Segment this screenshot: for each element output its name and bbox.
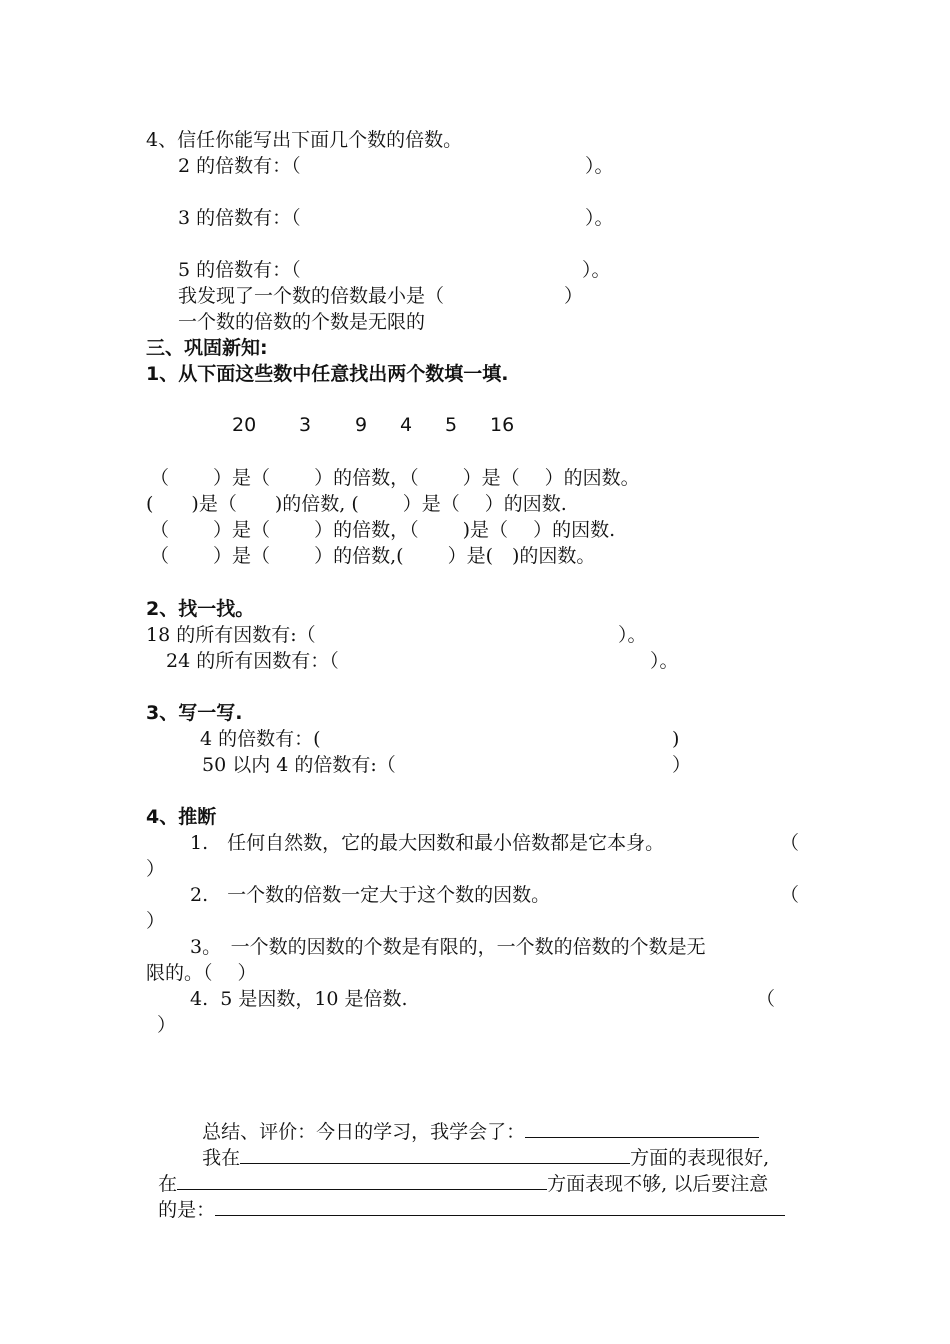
multiples-of-2-label: 2 的倍数有：（ — [178, 155, 301, 177]
factors-of-18-label: 18 的所有因数有:（ — [146, 624, 316, 646]
multiples-of-5-close: ）。 — [582, 259, 611, 281]
question-3-title: 3、写一写. — [146, 702, 243, 724]
section-3-heading: 三、巩固新知: — [146, 337, 268, 359]
factors-of-24-label: 24 的所有因数有：（ — [166, 650, 339, 672]
factors-of-18-close: ）。 — [618, 624, 647, 646]
question-4-judge-title: 4、推断 — [146, 806, 217, 828]
judge-item-2: 2. 一个数的倍数一定大于这个数的因数。 — [190, 884, 551, 906]
number-item: 20 — [232, 414, 257, 436]
multiples-of-4-label: 4 的倍数有：( — [200, 728, 321, 750]
judge-item-3-continued: 限的。（ ） — [146, 962, 257, 984]
number-item: 9 — [355, 414, 368, 436]
summary-learned-label: 总结、评价：今日的学习，我学会了： — [202, 1121, 526, 1143]
number-item: 16 — [490, 414, 515, 436]
multiples-of-4-under-50-label: 50 以内 4 的倍数有:（ — [202, 754, 396, 776]
summary-line-4 — [146, 1169, 785, 1223]
judge-item-4-close: ） — [157, 1014, 177, 1036]
number-item: 5 — [445, 414, 458, 436]
judge-item-2-open: （ — [780, 884, 800, 906]
judge-item-1-open: （ — [780, 832, 800, 854]
summary-weak-end: 方面表现不够, 以后要注意 — [547, 1173, 769, 1195]
fill-row: （ ）是（ ）的倍数，（ )是（ ）的因数. — [150, 519, 616, 541]
multiples-of-5-label: 5 的倍数有：（ — [178, 259, 301, 281]
multiples-of-4-under-50-close: ） — [672, 754, 692, 776]
judge-item-1: 1. 任何自然数，它的最大因数和最小倍数都是它本身。 — [190, 832, 665, 854]
multiples-of-3-close: ）。 — [585, 207, 614, 229]
summary-attention-label: 的是： — [158, 1199, 216, 1221]
judge-item-4-open: （ — [756, 988, 776, 1010]
fill-row: （ ）是（ ）的倍数，（ ）是（ ）的因数。 — [150, 467, 640, 489]
judge-item-2-close: ） — [146, 910, 166, 932]
judge-item-4: 4. 5 是因数，10 是倍数. — [190, 988, 408, 1010]
summary-weak-start: 在 — [158, 1173, 178, 1195]
summary-attention-blank[interactable] — [215, 1195, 785, 1216]
summary-good-end: 方面的表现很好, — [630, 1147, 770, 1169]
judge-item-3: 3。 一个数的因数的个数是有限的，一个数的倍数的个数是无 — [190, 936, 706, 958]
fill-row: （ ）是（ ）的倍数,( ）是( )的因数。 — [150, 545, 596, 567]
number-item: 4 — [400, 414, 413, 436]
fill-row: ( )是（ )的倍数, ( ）是（ ）的因数. — [146, 493, 567, 515]
discover-label: 我发现了一个数的倍数最小是（ — [178, 285, 445, 307]
question-4-title: 4、信任你能写出下面几个数的倍数。 — [146, 129, 463, 151]
question-1-title: 1、从下面这些数中任意找出两个数填一填. — [146, 363, 509, 385]
question-2-title: 2、找一找。 — [146, 598, 255, 620]
judge-item-1-close: ） — [146, 858, 166, 880]
summary-good-start: 我在 — [202, 1147, 241, 1169]
multiples-of-3-label: 3 的倍数有：（ — [178, 207, 301, 229]
number-item: 3 — [299, 414, 312, 436]
multiples-of-2-close: ）。 — [585, 155, 614, 177]
infinite-statement: 一个数的倍数的个数是无限的 — [178, 311, 426, 333]
factors-of-24-close: ）。 — [650, 650, 679, 672]
discover-close: ） — [564, 285, 584, 307]
multiples-of-4-close: ) — [672, 728, 680, 750]
